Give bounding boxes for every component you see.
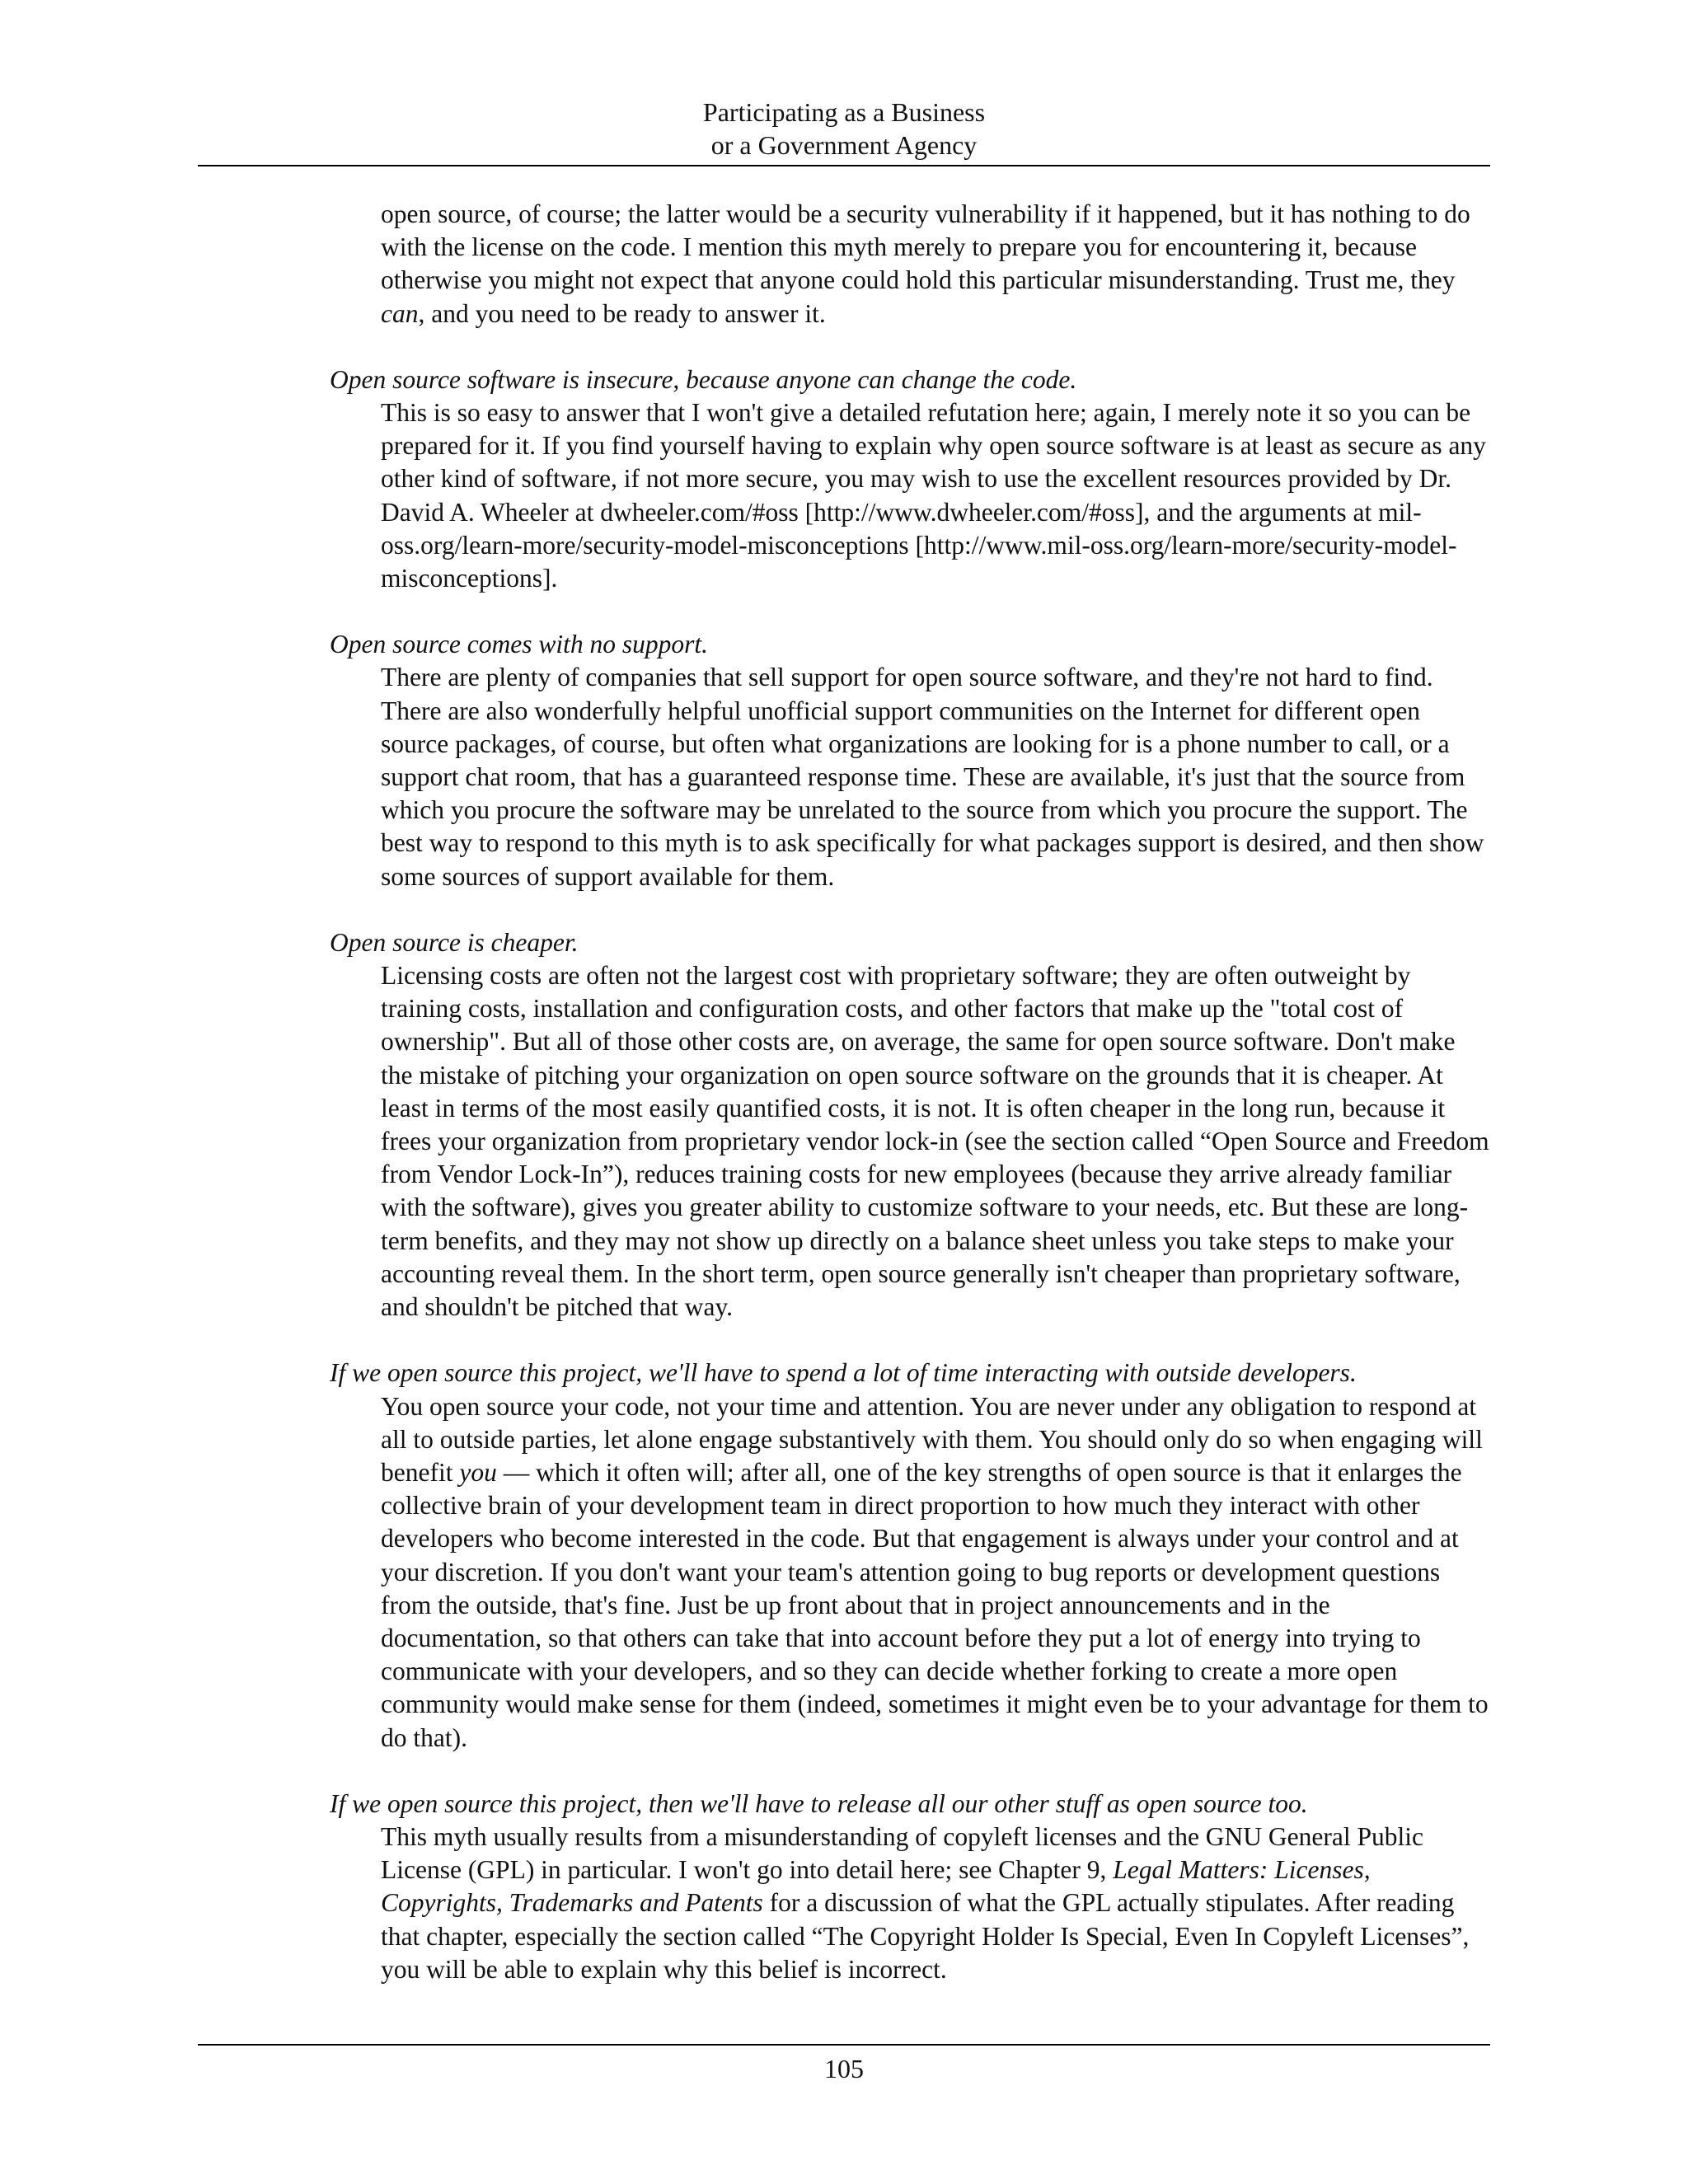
running-header-line-1: Participating as a Business <box>702 97 986 127</box>
myth-entry-no-support <box>330 628 1492 893</box>
definition-text-end: — which it often will; after all, one of the key strengths of open source is that it enlarges the collective brain of your development team in direct proportion to how much they interact with other developers who become interested in the code. But that engagement is always under your control and at your discretion. If you don't want your team's attention going to bug reports or development questions from the outside, that's fine. Just be up front about that in project announcements and in the documentation, so that others can take that into account before they put a lot of energy into trying to communicate with your developers, and so they can decide whether forking to create a more open community would make sense for them (indeed, sometimes it might even be to your advantage for them to do that). <box>381 1457 1489 1752</box>
myth-term: Open source comes with no support. <box>330 630 709 659</box>
myth-definition <box>381 1390 1492 1755</box>
footer-rule <box>198 2044 1490 2046</box>
page-number: 105 <box>824 2054 864 2083</box>
myth-entry-release-everything <box>330 1788 1492 1986</box>
myth-term: Open source is cheaper. <box>330 927 579 957</box>
myth-entry-insecure <box>330 363 1492 595</box>
myth-entry-interaction-time <box>330 1357 1492 1754</box>
header-rule <box>198 165 1490 166</box>
definition-text-end: for a discussion of what the GPL actually stipulates. After reading that chapter, especially the section called “The Copyright Holder Is Special, Even In Copyleft Licenses”, you will be able to explain why this belief is incorrect. <box>381 1888 1470 1984</box>
myth-entry-cheaper <box>330 926 1492 1324</box>
running-header-line-2: or a Government Agency <box>710 130 978 160</box>
continued-paragraph-text: open source, of course; the latter would be a security vulnerability if it happened, but it has nothing to do with the license on the code. I mention this myth merely to prepare you for encountering it, because otherwise you might not expect that anyone could hold this particular misunderstanding. Trust me, they <box>381 199 1470 295</box>
myth-term: Open source software is insecure, because anyone can change the code. <box>330 364 1077 394</box>
running-header <box>198 96 1490 162</box>
myth-definition: There are plenty of companies that sell support for open source software, and they're not hard to find. There are also wonderfully helpful unofficial support communities on the Internet for different open source packages, of course, but often what organizations are looking for is a phone number to call, or a support chat room, that has a guaranteed response time. These are available, it's just that the source from which you procure the software may be unrelated to the source from which you procure the support. The best way to respond to this myth is to ask specifically for what packages support is desired, and then show some sources of support available for them. <box>381 663 1484 891</box>
continued-paragraph-text-end: , and you need to be ready to answer it. <box>418 298 826 328</box>
definition-text: This myth usually results from a misunderstanding of copyleft licenses and the GNU General Public License (GPL) in particular. I won't go into detail here; see Chapter 9, <box>381 1821 1423 1885</box>
myth-definition <box>381 1821 1492 1986</box>
myth-definition: This is so easy to answer that I won't give a detailed refutation here; again, I merely note it so you can be prepared for it. If you find yourself having to explain why open source software is at least as secure as any other kind of software, if not more secure, you may wish to use the excellent resources provided by Dr. David A. Wheeler at dwheeler.com/#oss [http://www.dwheeler.com/#oss], and the arguments at mil-oss.org/learn-more/security-model-misconceptions [http://www.mil-oss.org/learn-more/security-model-misconceptions]. <box>381 398 1486 593</box>
myth-definition: Licensing costs are often not the largest cost with proprietary software; they are often outweight by training costs, installation and configuration costs, and other factors that make up the "total cost of ownership". But all of those other costs are, on average, the same for open source software. Don't make the mistake of pitching your organization on open source software on the grounds that it is cheaper. At least in terms of the most easily quantified costs, it is not. It is often cheaper in the long run, because it frees your organization from proprietary vendor lock-in (see the section called “Open Source and Freedom from Vendor Lock-In”), reduces training costs for new employees (because they arrive already familiar with the software), gives you greater ability to customize software to your needs, etc. But these are long-term benefits, and they may not show up directly on a balance sheet unless you take steps to make your accounting reveal them. In the short term, open source generally isn't cheaper than proprietary software, and shouldn't be pitched that way. <box>381 961 1489 1322</box>
body-text <box>330 198 1492 1986</box>
definition-text: You open source your code, not your time and attention. You are never under any obligation to respond at all to outside parties, let alone engage substantively with them. You should only do so when engaging will benefit <box>381 1391 1483 1487</box>
myth-term: If we open source this project, then we'll have to release all our other stuff as open source too. <box>330 1788 1308 1818</box>
myth-term: If we open source this project, we'll have to spend a lot of time interacting with outside developers. <box>330 1358 1357 1388</box>
chapter-title-reference: Legal Matters: Licenses, Copyrights, Trademarks and Patents <box>381 1855 1371 1918</box>
emphasis: you <box>459 1457 497 1487</box>
emphasis: can <box>381 298 419 328</box>
continued-paragraph <box>381 198 1492 330</box>
